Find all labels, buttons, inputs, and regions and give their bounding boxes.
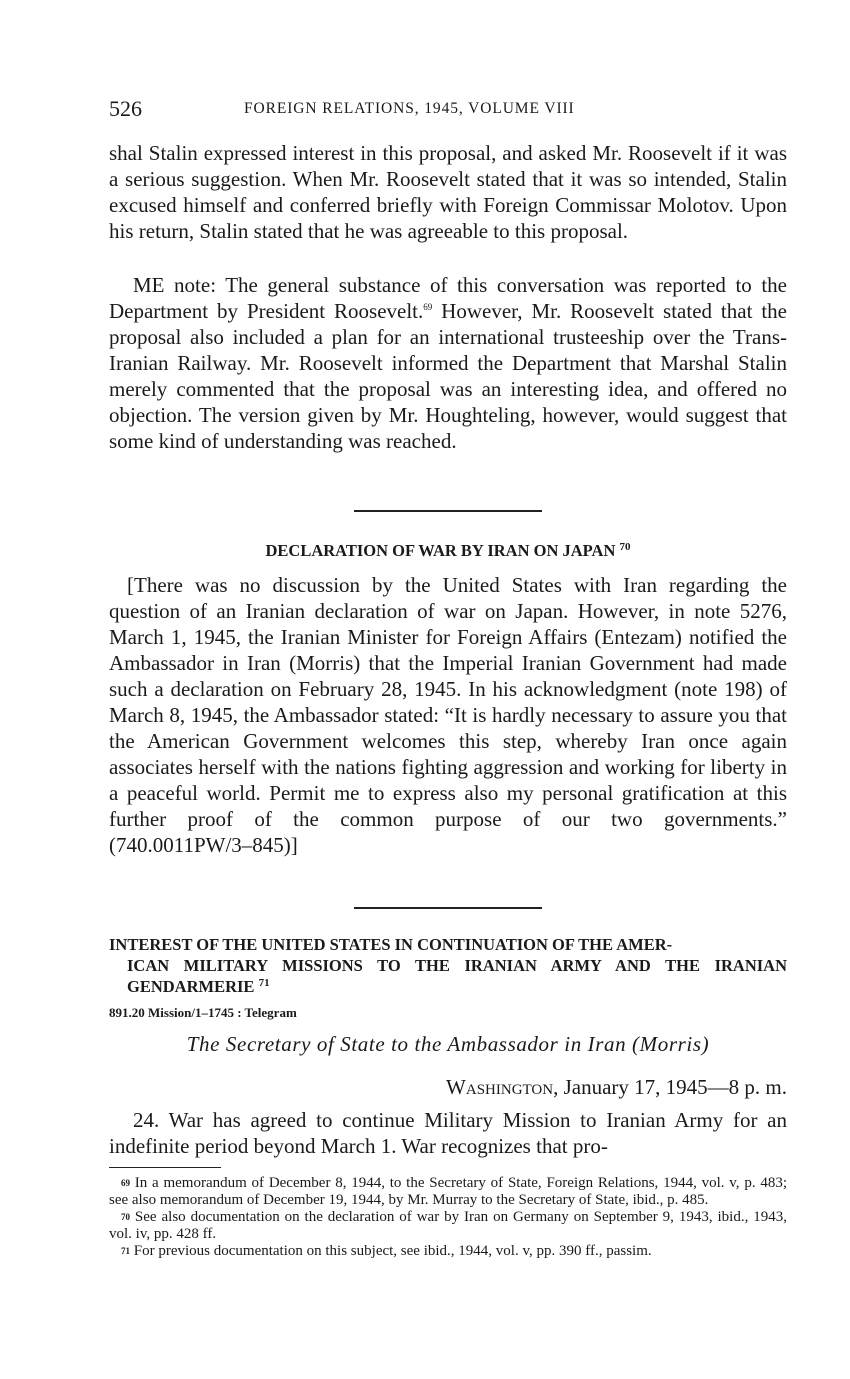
paragraph-declaration: [There was no discussion by the United States with Iran regarding the question of an Iranian declaration of war on Japan. However, in note 5276, March 1, 1945, the Iranian Minister for Foreign Affairs (Entezam) notified the Ambassador in Iran (Morris) that the Imperial Iranian Government had made such a declaration on February 28, 1945. In his acknowledgment (note 198) of March 8, 1945, the Ambassador stated: “It is hardly necessary to assure you that the American Government welcomes this step, whereby Iran once again associates herself with the nations fighting aggression and working for liberty in a peaceful world. Permit me to express also my personal gratification at this further proof of the common purpose of our two governments.” (740.0011PW/3–845)]	[109, 573, 787, 857]
footnote-reference-70[interactable]: 70	[619, 541, 631, 553]
section-heading-military-missions	[109, 934, 787, 997]
footnote-rule	[109, 1167, 221, 1168]
footnote-number: 69	[121, 1178, 130, 1188]
footnote	[109, 1243, 787, 1260]
paragraph-me-note	[109, 272, 787, 454]
footnote-number: 70	[121, 1212, 130, 1222]
footnotes	[109, 1175, 787, 1260]
section-heading-text: DECLARATION OF WAR BY IRAN ON JAPAN	[265, 541, 616, 560]
page-number: 526	[109, 96, 142, 121]
footnote-number: 71	[121, 1246, 130, 1256]
footnote-text: For previous documentation on this subject, see ibid., 1944, vol. v, pp. 390 ff., passim.	[133, 1243, 652, 1259]
footnote-reference-69[interactable]: 69	[423, 302, 433, 312]
section-divider	[354, 907, 542, 909]
section-heading-line1: INTEREST OF THE UNITED STATES IN CONTINUATION OF THE AMER-	[109, 935, 673, 954]
section-heading-line-rest: ICAN MILITARY MISSIONS TO THE IRANIAN ARMY AND THE IRANIAN GENDARMERIE	[127, 956, 787, 996]
footnote-reference-71[interactable]: 71	[258, 977, 270, 989]
dateline-date: January 17, 1945—8 p. m.	[558, 1075, 787, 1099]
running-head	[109, 96, 787, 122]
footnote-text: See also documentation on the declaration of war by Iran on Germany on September 9, 1943, ibid., 1943, vol. iv, pp. 428 ff.	[109, 1209, 788, 1242]
paragraph-telegram-body: 24. War has agreed to continue Military Mission to Iranian Army for an indefinite period beyond March 1. War recognizes that pro-	[109, 1108, 787, 1158]
paragraph-me-note-text-a: ME note: The general substance of this conversation was reported to the Department by President Roosevelt.	[109, 273, 787, 323]
paragraph-me-note-text-b: However, Mr. Roosevelt stated that the proposal also included a plan for an international trusteeship over the Trans-Iranian Railway. Mr. Roosevelt informed the Department that Marshal Stalin merely commented that the proposal was an interesting idea, and offered no objection. The version given by Mr. Houghteling, however, would suggest that some kind of understanding was reached.	[109, 299, 787, 453]
dateline	[446, 1075, 787, 1100]
section-divider	[354, 510, 542, 512]
document-title: The Secretary of State to the Ambassador in Iran (Morris)	[186, 1032, 710, 1056]
running-title: FOREIGN RELATIONS, 1945, VOLUME VIII	[244, 100, 575, 117]
file-reference: 891.20 Mission/1–1745 : Telegram	[109, 1005, 297, 1020]
section-heading-iran-japan	[109, 540, 787, 561]
dateline-place: Washington,	[446, 1075, 559, 1099]
footnote	[109, 1209, 787, 1243]
paragraph-continuation: shal Stalin expressed interest in this proposal, and asked Mr. Roosevelt if it was a serious suggestion. When Mr. Roosevelt stated that it was so intended, Stalin excused himself and conferred briefly with Foreign Commissar Molotov. Upon his return, Stalin stated that he was agreeable to this proposal.	[109, 141, 787, 243]
footnote-text: In a memorandum of December 8, 1944, to the Secretary of State, Foreign Relations, 1944, vol. v, p. 483; see also memorandum of December 19, 1944, by Mr. Murray to the Secretary of State, ibid., p. 485.	[109, 1175, 788, 1208]
footnote	[109, 1175, 787, 1209]
